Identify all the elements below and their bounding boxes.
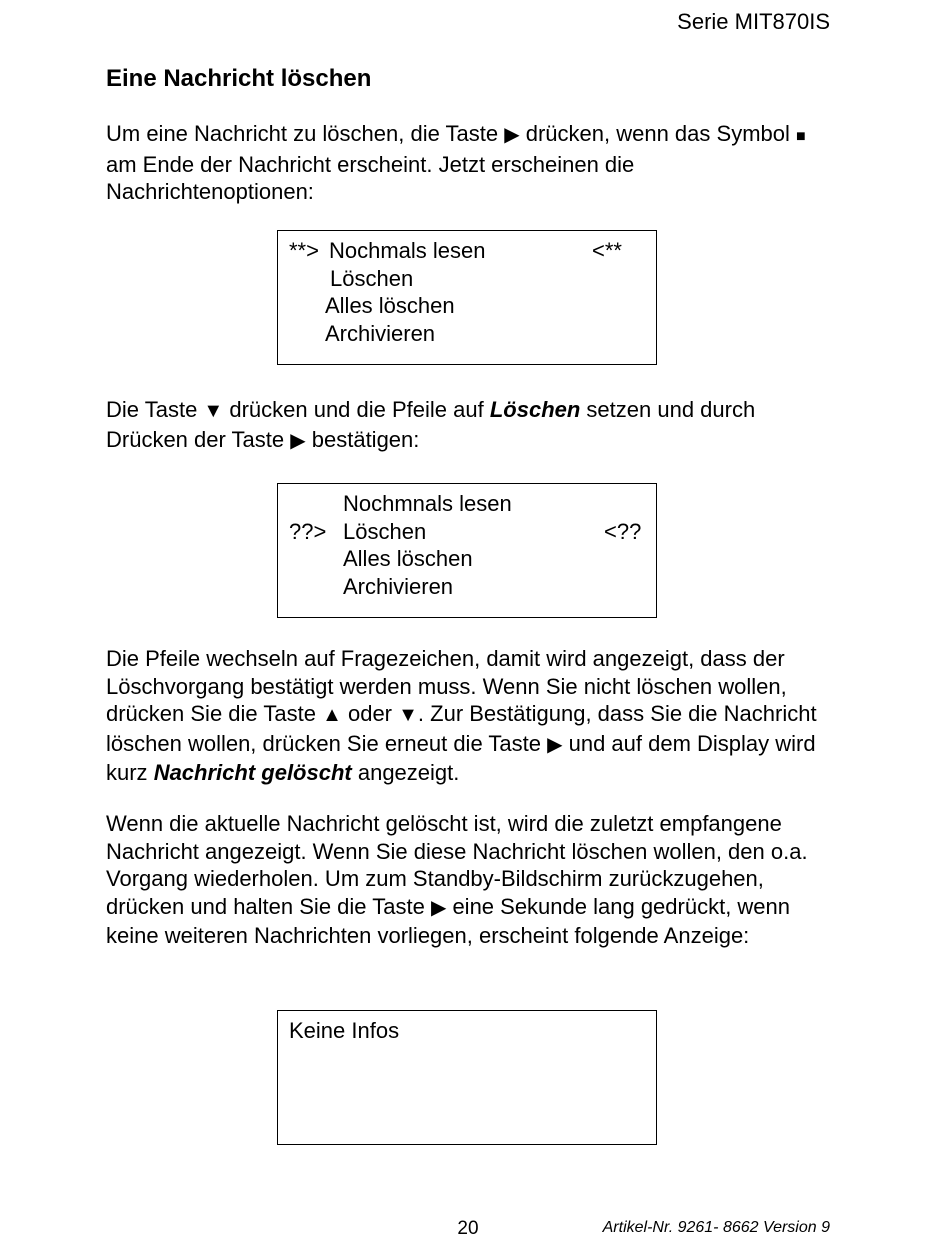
- display-option-text: Nochmnals lesen: [343, 491, 512, 516]
- paragraph-text: setzen und durch Drücken der Taste: [106, 397, 756, 452]
- display-no-messages: [277, 1010, 657, 1145]
- paragraph-text: Um eine Nachricht zu löschen, die Taste: [106, 121, 505, 146]
- right-triangle-icon: ▶: [430, 896, 447, 919]
- paragraph-text: Wenn die aktuelle Nachricht gelöscht ist, wird die zuletzt empfangene Nachricht angezeigt. Wenn Sie diese Nachricht löschen wollen, den o.a. Vorgang wiederholen. Um zum Standby-Bildschirm zurückzugehen, drücken und halten Sie die Taste: [106, 811, 808, 919]
- selection-marker-end: <??: [604, 518, 642, 544]
- up-triangle-icon: ▲: [322, 704, 342, 726]
- display-option-text: Alles löschen: [343, 546, 473, 571]
- paragraph-text: bestätigen:: [305, 426, 420, 452]
- page-number: 20: [457, 1218, 479, 1239]
- display-option-text: Löschen: [343, 518, 427, 544]
- paragraph-text: Die Pfeile wechseln auf Fragezeichen, damit wird angezeigt, dass der Löschvorgang bestätigt werden muss. Wenn Sie nicht löschen wollen, drücken Sie die Taste: [106, 646, 787, 726]
- selection-marker-end: <**: [592, 238, 622, 263]
- display-option-text: Nochmals lesen: [329, 238, 486, 263]
- paragraph-text: eine Sekunde lang gedrückt, wenn keine weiteren Nachrichten vorliegen, erscheint folgende Anzeige:: [106, 893, 791, 948]
- display-line: [278, 545, 656, 573]
- display-message-options: [277, 230, 657, 365]
- paragraph-text: drücken und die Pfeile auf: [223, 397, 490, 422]
- paragraph-text: und auf dem Display wird kurz: [106, 730, 816, 785]
- selection-marker: **>: [289, 238, 319, 263]
- section-title: Eine Nachricht löschen: [106, 65, 372, 92]
- display-option-text: Archivieren: [325, 320, 436, 346]
- display-line: [278, 265, 656, 293]
- display-option-text: Archivieren: [343, 573, 454, 599]
- paragraph-intro: [106, 120, 836, 206]
- page-header-series: Serie MIT870IS: [677, 9, 830, 34]
- paragraph-text: oder: [341, 701, 399, 726]
- emphasis-text: Nachricht gelöscht: [153, 760, 352, 785]
- paragraph-select-delete: [106, 396, 836, 455]
- paragraph-text: . Zur Bestätigung, dass Sie die Nachricht löschen wollen, drücken Sie erneut die Taste: [106, 701, 817, 756]
- display-line: [278, 573, 656, 601]
- paragraph-text: Die Taste: [106, 397, 204, 422]
- down-triangle-icon: ▼: [398, 704, 418, 726]
- down-triangle-icon: ▼: [203, 400, 224, 422]
- right-triangle-icon: ▶: [547, 733, 563, 756]
- display-line: [278, 237, 656, 265]
- article-number: Artikel-Nr. 9261- 8662 Version 9: [602, 1219, 830, 1236]
- paragraph-text: am Ende der Nachricht erscheint. Jetzt erscheinen die Nachrichtenoptionen:: [106, 151, 635, 204]
- display-line: [278, 490, 656, 518]
- paragraph-confirmation: [106, 645, 836, 787]
- paragraph-standby: [106, 810, 836, 950]
- right-triangle-icon: ▶: [290, 429, 306, 452]
- paragraph-text: drücken, wenn das Symbol: [519, 121, 796, 146]
- display-line: [278, 320, 656, 348]
- display-line: [278, 1017, 656, 1045]
- selection-marker: ??>: [289, 518, 327, 544]
- display-line: [278, 292, 656, 320]
- emphasis-text: Löschen: [489, 397, 581, 422]
- display-confirm-delete: [277, 483, 657, 618]
- right-triangle-icon: ▶: [504, 124, 520, 146]
- small-square-icon: ■: [796, 128, 806, 145]
- paragraph-text: angezeigt.: [351, 760, 460, 785]
- display-option-text: Löschen: [330, 265, 414, 291]
- display-line: [278, 518, 656, 546]
- display-option-text: Keine Infos: [289, 1018, 400, 1043]
- display-option-text: Alles löschen: [325, 293, 455, 318]
